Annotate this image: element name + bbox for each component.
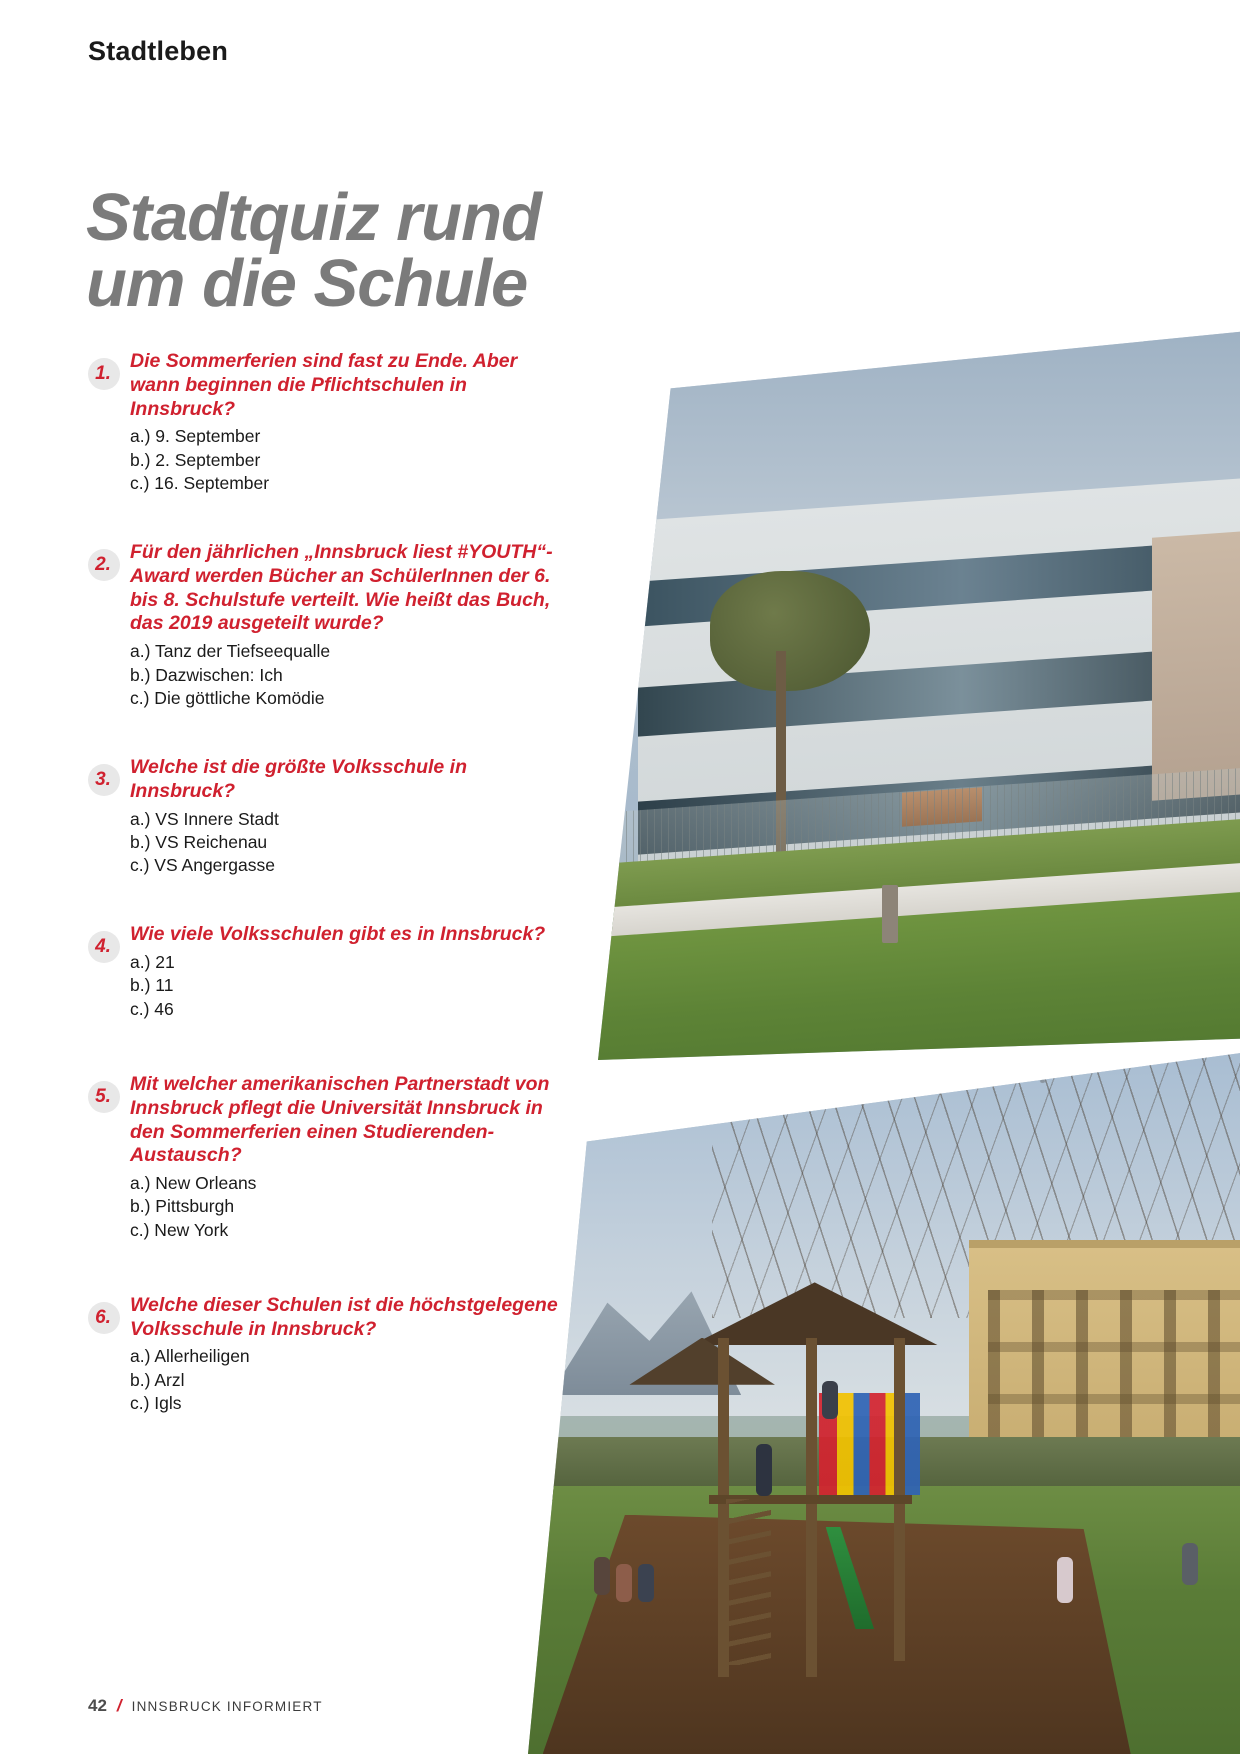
quiz-answers (130, 1172, 558, 1242)
quiz-answers (130, 951, 558, 1021)
quiz-question: Für den jährlichen „Innsbruck liest #YOUTH“-Award werden Bücher an SchülerInnen der 6. bis 8. Schulstufe verteilt. Wie heißt das Buch, das 2019 ausgeteilt wurde? (130, 541, 553, 635)
quiz-question: Die Sommerferien sind fast zu Ende. Aber wann beginnen die Pflichtschulen in Innsbruck? (130, 350, 518, 420)
quiz-answers (130, 425, 558, 495)
quiz-answer-a[interactable]: a.) New Orleans (130, 1173, 257, 1194)
quiz-number: 1. (88, 358, 120, 390)
quiz-question: Mit welcher amerikanischen Partnerstadt von Innsbruck pflegt die Universität Innsbruck in den Sommerferien einen Studierenden-Austausch? (130, 1073, 550, 1167)
school-building-photo (598, 330, 1240, 1060)
page-title (86, 179, 606, 321)
quiz-question: Wie viele Volksschulen gibt es in Innsbruck? (130, 923, 546, 946)
quiz-answer-c[interactable]: c.) Die göttliche Komödie (130, 687, 325, 708)
quiz-answer-c[interactable]: c.) VS Angergasse (130, 855, 275, 876)
page-footer (88, 1696, 323, 1716)
page-title-line-1: Stadtquiz rund (86, 179, 541, 255)
quiz-number: 4. (88, 931, 120, 963)
quiz-answers (130, 1345, 558, 1415)
quiz-answers (130, 808, 558, 878)
page-title-line-2: um die Schule (86, 245, 528, 321)
quiz-answer-a[interactable]: a.) VS Innere Stadt (130, 808, 279, 829)
quiz-answer-b[interactable]: b.) Dazwischen: Ich (130, 664, 283, 685)
page-number: 42 (88, 1696, 107, 1715)
footer-separator: / (116, 1696, 122, 1715)
quiz-answer-c[interactable]: c.) New York (130, 1219, 229, 1240)
adjacent-building (1152, 531, 1240, 801)
quiz-item (88, 1073, 558, 1242)
quiz-answer-c[interactable]: c.) 16. September (130, 472, 270, 493)
climbing-tower (704, 1282, 925, 1676)
section-label: Stadtleben (88, 36, 229, 66)
quiz-number: 2. (88, 549, 120, 581)
tower-roof (691, 1282, 938, 1345)
quiz-answer-a[interactable]: a.) Tanz der Tiefseequalle (130, 641, 331, 662)
quiz-answer-b[interactable]: b.) Arzl (130, 1369, 185, 1390)
quiz-answer-a[interactable]: a.) 9. September (130, 426, 261, 447)
quiz-question: Welche ist die größte Volksschule in Innsbruck? (130, 756, 468, 802)
playground-photo (528, 1050, 1240, 1754)
quiz-answer-b[interactable]: b.) 2. September (130, 449, 261, 470)
child (1057, 1557, 1073, 1603)
slide (826, 1527, 875, 1630)
quiz-number: 5. (88, 1081, 120, 1113)
quiz-answer-b[interactable]: b.) 11 (130, 975, 174, 996)
publication-name: INNSBRUCK INFORMIERT (131, 1698, 323, 1714)
quiz-answer-b[interactable]: b.) Pittsburgh (130, 1196, 235, 1217)
child (822, 1381, 838, 1419)
quiz-item (88, 923, 558, 1021)
quiz-list (88, 350, 558, 1449)
bollard (882, 885, 898, 943)
quiz-answer-a[interactable]: a.) Allerheiligen (130, 1346, 250, 1367)
child (756, 1444, 772, 1496)
tower-post (806, 1338, 817, 1677)
quiz-answer-c[interactable]: c.) Igls (130, 1393, 182, 1414)
quiz-answer-c[interactable]: c.) 46 (130, 998, 174, 1019)
quiz-number: 6. (88, 1302, 120, 1334)
ladder (726, 1499, 770, 1665)
child (616, 1564, 632, 1602)
quiz-answers (130, 640, 558, 710)
child (594, 1557, 610, 1595)
quiz-number: 3. (88, 764, 120, 796)
child (638, 1564, 654, 1602)
quiz-answer-a[interactable]: a.) 21 (130, 952, 175, 973)
quiz-question: Welche dieser Schulen ist die höchstgelegene Volksschule in Innsbruck? (130, 1293, 558, 1340)
quiz-answer-b[interactable]: b.) VS Reichenau (130, 831, 268, 852)
adult (1182, 1543, 1198, 1585)
quiz-item (88, 756, 558, 877)
quiz-item (88, 1294, 558, 1415)
quiz-item (88, 350, 558, 495)
quiz-item (88, 541, 558, 710)
